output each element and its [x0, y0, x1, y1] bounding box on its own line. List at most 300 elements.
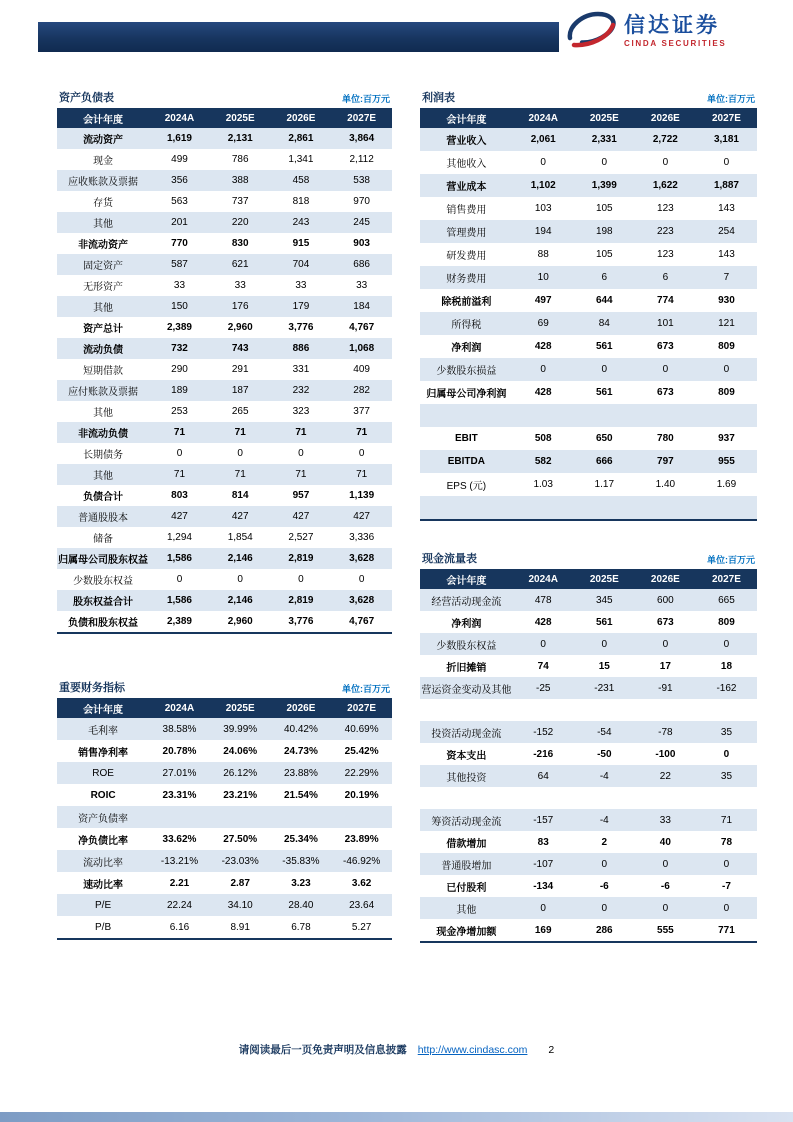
cash-flow-unit-label: 单位:百万元 — [707, 555, 755, 565]
row-label: 资本支出 — [446, 750, 487, 762]
table-row — [57, 443, 392, 464]
cell-value: 23.31% — [162, 789, 197, 801]
table-header-row — [57, 698, 392, 718]
cell-value — [574, 787, 635, 809]
row-label: 无形资产 — [83, 282, 124, 293]
table-row — [57, 275, 392, 296]
row-label: 净利润 — [451, 343, 482, 354]
cell-value: 409 — [353, 364, 370, 375]
cell-value: 3,628 — [349, 595, 375, 606]
cell-value: 5.27 — [351, 921, 372, 933]
row-label: EBITDA — [447, 456, 485, 467]
row-label: 少数股东权益 — [73, 576, 134, 587]
column-header: 2026E — [635, 569, 696, 589]
cell-value: 561 — [595, 387, 613, 398]
cell-value: -50 — [597, 748, 612, 760]
table-header-row — [420, 569, 757, 589]
cell-value: 105 — [595, 249, 613, 260]
column-header: 2027E — [331, 698, 392, 718]
cell-value: 650 — [595, 433, 613, 444]
row-label: 应收账款及票据 — [68, 177, 139, 188]
cell-value: 809 — [718, 341, 735, 352]
row-label: 其他 — [93, 219, 114, 230]
cell-value: 666 — [595, 456, 613, 467]
cell-value: 345 — [595, 594, 613, 606]
cell-value: 6.78 — [291, 921, 311, 933]
row-label: 折旧摊销 — [446, 662, 487, 674]
cell-value: 223 — [657, 226, 674, 237]
cell-value: 428 — [534, 341, 552, 352]
table-row — [420, 128, 757, 151]
row-label: 负债合计 — [83, 492, 124, 503]
row-label: 少数股东损益 — [436, 366, 497, 377]
cell-value: 143 — [718, 203, 735, 214]
row-label: 储备 — [93, 534, 114, 545]
row-label: 股东权益合计 — [73, 597, 134, 608]
table-row — [420, 266, 757, 289]
cell-value: -157 — [533, 814, 554, 826]
cell-value: 0 — [601, 902, 608, 914]
key-ratios-title-bar — [57, 678, 392, 698]
cell-value: 6.16 — [169, 921, 190, 933]
logo-english-name: CINDA SECURITIES — [624, 39, 727, 49]
cell-value: 187 — [231, 385, 249, 396]
row-label: 流动比率 — [83, 857, 124, 869]
column-header: 2025E — [574, 108, 635, 128]
table-row — [420, 721, 757, 743]
cell-value: 732 — [171, 343, 188, 354]
cell-value: 7 — [723, 272, 730, 283]
cell-value: -6 — [599, 880, 609, 892]
table-row — [420, 289, 757, 312]
cell-value — [149, 806, 210, 828]
table-row — [57, 894, 392, 916]
table-header-row — [57, 108, 392, 128]
cell-value: 121 — [718, 318, 735, 329]
row-label: ROIC — [90, 789, 116, 801]
cell-value: 18 — [720, 660, 733, 672]
cell-value: 427 — [231, 511, 249, 522]
cell-value: 17 — [659, 660, 671, 672]
cell-value: 0 — [237, 448, 243, 459]
cell-value: -107 — [533, 858, 554, 870]
cell-value: 1.17 — [594, 479, 615, 490]
row-label: 毛利率 — [88, 725, 119, 737]
cell-value: 27.01% — [162, 767, 197, 779]
table-row — [57, 128, 392, 149]
cell-value: 71 — [295, 427, 307, 438]
cell-value: 33 — [173, 280, 186, 291]
row-label: EBIT — [454, 433, 478, 444]
column-header: 2027E — [696, 569, 757, 589]
row-label: 归属母公司净利润 — [426, 389, 507, 400]
cell-value: 176 — [231, 301, 249, 312]
table-row — [420, 633, 757, 655]
table-row — [57, 401, 392, 422]
row-label: 速动比率 — [83, 879, 124, 891]
cell-value — [696, 699, 757, 721]
cell-value: 587 — [171, 259, 188, 270]
cell-value: 105 — [595, 203, 613, 214]
cell-value: 780 — [657, 433, 674, 444]
cell-value: 74 — [537, 660, 549, 672]
cell-value: 1,068 — [349, 343, 375, 354]
cell-value: -6 — [660, 880, 670, 892]
cell-value: 0 — [601, 638, 608, 650]
cell-value: 0 — [662, 364, 669, 375]
row-label: 销售费用 — [446, 205, 487, 216]
income-statement-title: 利润表 — [422, 92, 455, 104]
table-row — [57, 485, 392, 506]
cell-value: 83 — [537, 836, 549, 848]
row-label: ROE — [92, 767, 114, 779]
cell-value: 2.87 — [230, 877, 250, 889]
row-label: 其他投资 — [446, 772, 487, 784]
cell-value: 189 — [171, 385, 188, 396]
cell-value: 23.21% — [223, 789, 258, 801]
cell-value: 232 — [292, 385, 310, 396]
row-label: 经营活动现金流 — [431, 596, 502, 608]
cell-value: 0 — [176, 448, 183, 459]
cell-value: 0 — [298, 574, 304, 585]
row-label: 销售净利率 — [78, 747, 129, 759]
cell-value: 2,960 — [227, 616, 253, 627]
cell-value: 3,181 — [713, 134, 739, 145]
table-row — [420, 765, 757, 787]
cell-value: -78 — [658, 726, 673, 738]
balance-sheet-title-bar — [57, 88, 392, 108]
cell-value: 253 — [171, 406, 188, 417]
cell-value: 2,061 — [530, 134, 556, 145]
cell-value — [271, 806, 332, 828]
row-label: 研发费用 — [446, 251, 487, 262]
cell-value: 427 — [353, 511, 370, 522]
cell-value: 33.62% — [162, 833, 197, 845]
row-label: 所得税 — [451, 320, 482, 331]
cell-value: 0 — [723, 157, 730, 168]
row-label: EPS (元) — [446, 481, 487, 492]
cell-value: 538 — [353, 175, 370, 186]
cell-value: 101 — [657, 318, 674, 329]
cinda-swoosh-icon — [565, 9, 617, 54]
cell-value: 6 — [662, 272, 669, 283]
table-row — [420, 151, 757, 174]
table-row — [420, 589, 757, 611]
cell-value: 78 — [720, 836, 733, 848]
cell-value: 150 — [171, 301, 188, 312]
cell-value: 377 — [353, 406, 370, 417]
cell-value: 600 — [657, 594, 674, 606]
cell-value: -216 — [533, 748, 554, 760]
table-row — [57, 296, 392, 317]
cell-value: 10 — [537, 272, 549, 283]
income-statement-table — [420, 108, 757, 521]
cell-value: 786 — [231, 154, 249, 165]
cell-value: 563 — [171, 196, 188, 207]
cell-value: 6 — [601, 272, 608, 283]
cell-value: 25.34% — [283, 833, 318, 845]
row-label: 营业成本 — [446, 182, 487, 193]
balance-sheet-table — [57, 108, 392, 634]
table-row-blank — [420, 404, 757, 427]
cell-value: 21.54% — [283, 789, 318, 801]
key-ratios-unit-label: 单位:百万元 — [342, 684, 390, 694]
cell-value: 1,102 — [530, 180, 556, 191]
table-row-blank — [420, 787, 757, 809]
cell-value: 809 — [718, 616, 735, 628]
cell-value — [574, 496, 635, 520]
row-label: 投资活动现金流 — [431, 728, 502, 740]
cell-value: 2,112 — [349, 154, 374, 165]
cash-flow-section — [420, 549, 757, 943]
table-row — [57, 740, 392, 762]
cell-value: 428 — [534, 387, 552, 398]
row-label: 其他 — [456, 904, 477, 916]
cell-value — [635, 787, 696, 809]
cell-value: 2,146 — [227, 595, 253, 606]
table-row — [57, 506, 392, 527]
cell-value: 71 — [356, 469, 368, 480]
cell-value: 2.21 — [169, 877, 190, 889]
cell-value: 582 — [534, 456, 552, 467]
cell-value: 40.42% — [283, 723, 318, 735]
cell-value: 2,527 — [288, 532, 314, 543]
cell-value: 771 — [718, 924, 735, 936]
table-row — [420, 655, 757, 677]
cell-value: 38.58% — [162, 723, 197, 735]
column-header: 2024A — [149, 108, 210, 128]
cell-value: 770 — [171, 238, 188, 249]
column-header: 2024A — [513, 569, 574, 589]
column-header: 会计年度 — [57, 698, 149, 718]
row-label: 普通股股本 — [78, 513, 129, 524]
cell-value: 1,887 — [713, 180, 739, 191]
cell-value: 194 — [534, 226, 552, 237]
row-label: 非流动资产 — [78, 240, 129, 251]
cell-value: 665 — [718, 594, 735, 606]
row-label: 营运资金变动及其他 — [421, 684, 512, 696]
table-row — [420, 919, 757, 942]
cell-value: 71 — [356, 427, 368, 438]
cell-value: 2,861 — [288, 133, 314, 144]
cell-value: 24.06% — [223, 745, 258, 757]
cell-value: 282 — [353, 385, 370, 396]
table-row — [57, 170, 392, 191]
cell-value: 1,854 — [227, 532, 253, 543]
cell-value: 673 — [657, 616, 674, 628]
cell-value: 644 — [595, 295, 613, 306]
cell-value: 64 — [537, 770, 549, 782]
cell-value: 1,622 — [652, 180, 678, 191]
row-label: 长期债务 — [83, 450, 124, 461]
cell-value: 20.78% — [162, 745, 197, 757]
cell-value — [635, 404, 696, 427]
cell-value: 4,767 — [349, 322, 375, 333]
cell-value: 0 — [298, 448, 304, 459]
cell-value: 673 — [657, 387, 674, 398]
row-label: 其他 — [93, 303, 114, 314]
cell-value: 40 — [659, 836, 671, 848]
cell-value: 25.42% — [344, 745, 379, 757]
table-row — [420, 358, 757, 381]
footer-website-link[interactable]: http://www.cindasc.com — [417, 1044, 528, 1056]
cell-value: 143 — [718, 249, 735, 260]
cell-value: 71 — [720, 814, 733, 826]
cell-value: 123 — [657, 249, 674, 260]
cell-value: 0 — [723, 858, 730, 870]
table-row — [57, 718, 392, 740]
cell-value: 0 — [540, 364, 546, 375]
row-label: 短期借款 — [83, 366, 124, 377]
cell-value: 198 — [595, 226, 613, 237]
cell-value: 561 — [595, 341, 613, 352]
cell-value: 71 — [295, 469, 307, 480]
cell-value: 265 — [231, 406, 249, 417]
cell-value: 2,960 — [227, 322, 253, 333]
table-row — [57, 422, 392, 443]
table-row — [57, 233, 392, 254]
row-label: 现金净增加额 — [436, 926, 497, 938]
cell-value — [696, 787, 757, 809]
row-label: 净负债比率 — [78, 835, 129, 847]
table-row — [57, 806, 392, 828]
cell-value: 0 — [176, 574, 183, 585]
cell-value: 22.24 — [166, 899, 192, 911]
cell-value: 2,722 — [652, 134, 678, 145]
cell-value: 0 — [540, 157, 546, 168]
cell-value: 34.10 — [227, 899, 253, 911]
logo-chinese-name: 信达证券 — [624, 13, 720, 37]
table-row — [420, 743, 757, 765]
table-row — [57, 850, 392, 872]
cell-value: 903 — [353, 238, 370, 249]
cell-value: 33 — [295, 280, 307, 291]
column-header: 会计年度 — [57, 108, 149, 128]
balance-sheet-title: 资产负债表 — [59, 92, 114, 104]
cell-value: 3,628 — [349, 553, 375, 564]
cell-value: 3.62 — [351, 877, 372, 889]
cell-value: 686 — [353, 259, 370, 270]
cell-value: 2,146 — [227, 553, 253, 564]
row-label: 应付账款及票据 — [68, 387, 139, 398]
table-row — [420, 677, 757, 699]
cell-value: 497 — [534, 295, 552, 306]
table-row — [420, 809, 757, 831]
table-row — [420, 427, 757, 450]
cell-value: 40.69% — [344, 723, 379, 735]
cell-value: 4,767 — [349, 616, 375, 627]
row-label: P/B — [95, 921, 112, 933]
cell-value: 803 — [171, 490, 188, 501]
cell-value: -13.21% — [160, 855, 199, 867]
table-row — [57, 464, 392, 485]
row-label: 借款增加 — [446, 838, 487, 850]
table-row — [57, 611, 392, 633]
column-header: 2025E — [210, 108, 271, 128]
table-row — [57, 569, 392, 590]
row-label: 其他收入 — [446, 159, 487, 170]
cell-value: -35.83% — [282, 855, 320, 867]
cell-value — [513, 699, 574, 721]
cell-value: 621 — [231, 259, 249, 270]
row-label: 资产总计 — [83, 324, 124, 335]
cell-value: 0 — [662, 638, 669, 650]
cell-value: 427 — [171, 511, 188, 522]
cell-value: 458 — [292, 175, 310, 186]
cell-value: 478 — [534, 594, 552, 606]
row-label: 筹资活动现金流 — [431, 816, 502, 828]
table-row — [57, 872, 392, 894]
cell-value: 254 — [718, 226, 735, 237]
left-column — [57, 88, 392, 940]
cell-value: 2,331 — [591, 134, 617, 145]
cell-value: 88 — [537, 249, 549, 260]
table-row — [57, 828, 392, 850]
page-footer — [0, 1042, 793, 1057]
row-label: 其他 — [93, 471, 114, 482]
cell-value: 8.91 — [230, 921, 250, 933]
cell-value: 2,131 — [227, 133, 253, 144]
cell-value: 2,389 — [166, 322, 192, 333]
cell-value: 24.73% — [283, 745, 318, 757]
cell-value: 915 — [292, 238, 310, 249]
row-label: P/E — [95, 899, 112, 911]
key-ratios-section — [57, 678, 392, 940]
cell-value: 1,139 — [349, 490, 375, 501]
cell-value: 814 — [231, 490, 249, 501]
cell-value: 3,776 — [288, 616, 314, 627]
row-label: 净利润 — [451, 618, 482, 630]
cell-value — [574, 699, 635, 721]
cash-flow-title-bar — [420, 549, 757, 569]
table-row — [420, 220, 757, 243]
table-row — [420, 312, 757, 335]
right-column — [420, 88, 757, 943]
cell-value: 331 — [292, 364, 310, 375]
cell-value: 1,294 — [166, 532, 192, 543]
cell-value: 15 — [598, 660, 610, 672]
cell-value: 103 — [534, 203, 552, 214]
cell-value — [696, 496, 757, 520]
cell-value: 20.19% — [344, 789, 379, 801]
column-header: 2025E — [574, 569, 635, 589]
row-label: 流动负债 — [83, 345, 124, 356]
cell-value: 23.64 — [349, 899, 375, 911]
row-label: 少数股东权益 — [436, 640, 497, 652]
cell-value: 1,619 — [166, 133, 192, 144]
row-label: 已付股利 — [446, 882, 487, 894]
cell-value: 27.50% — [223, 833, 258, 845]
cell-value: 179 — [292, 301, 310, 312]
cell-value: 184 — [353, 301, 370, 312]
cell-value: 1.69 — [716, 479, 737, 490]
cell-value: 69 — [537, 318, 549, 329]
cell-value: 957 — [292, 490, 310, 501]
cell-value: 930 — [718, 295, 735, 306]
cell-value: 427 — [292, 511, 310, 522]
cell-value: 39.99% — [223, 723, 258, 735]
row-label: 财务费用 — [446, 274, 487, 285]
table-row — [420, 611, 757, 633]
column-header: 会计年度 — [420, 108, 513, 128]
row-label: 普通股增加 — [441, 860, 492, 872]
cell-value: -4 — [599, 814, 609, 826]
cell-value: 291 — [231, 364, 249, 375]
table-row — [420, 897, 757, 919]
table-row — [420, 831, 757, 853]
cell-value: 1,399 — [591, 180, 617, 191]
cell-value: -162 — [716, 682, 737, 694]
